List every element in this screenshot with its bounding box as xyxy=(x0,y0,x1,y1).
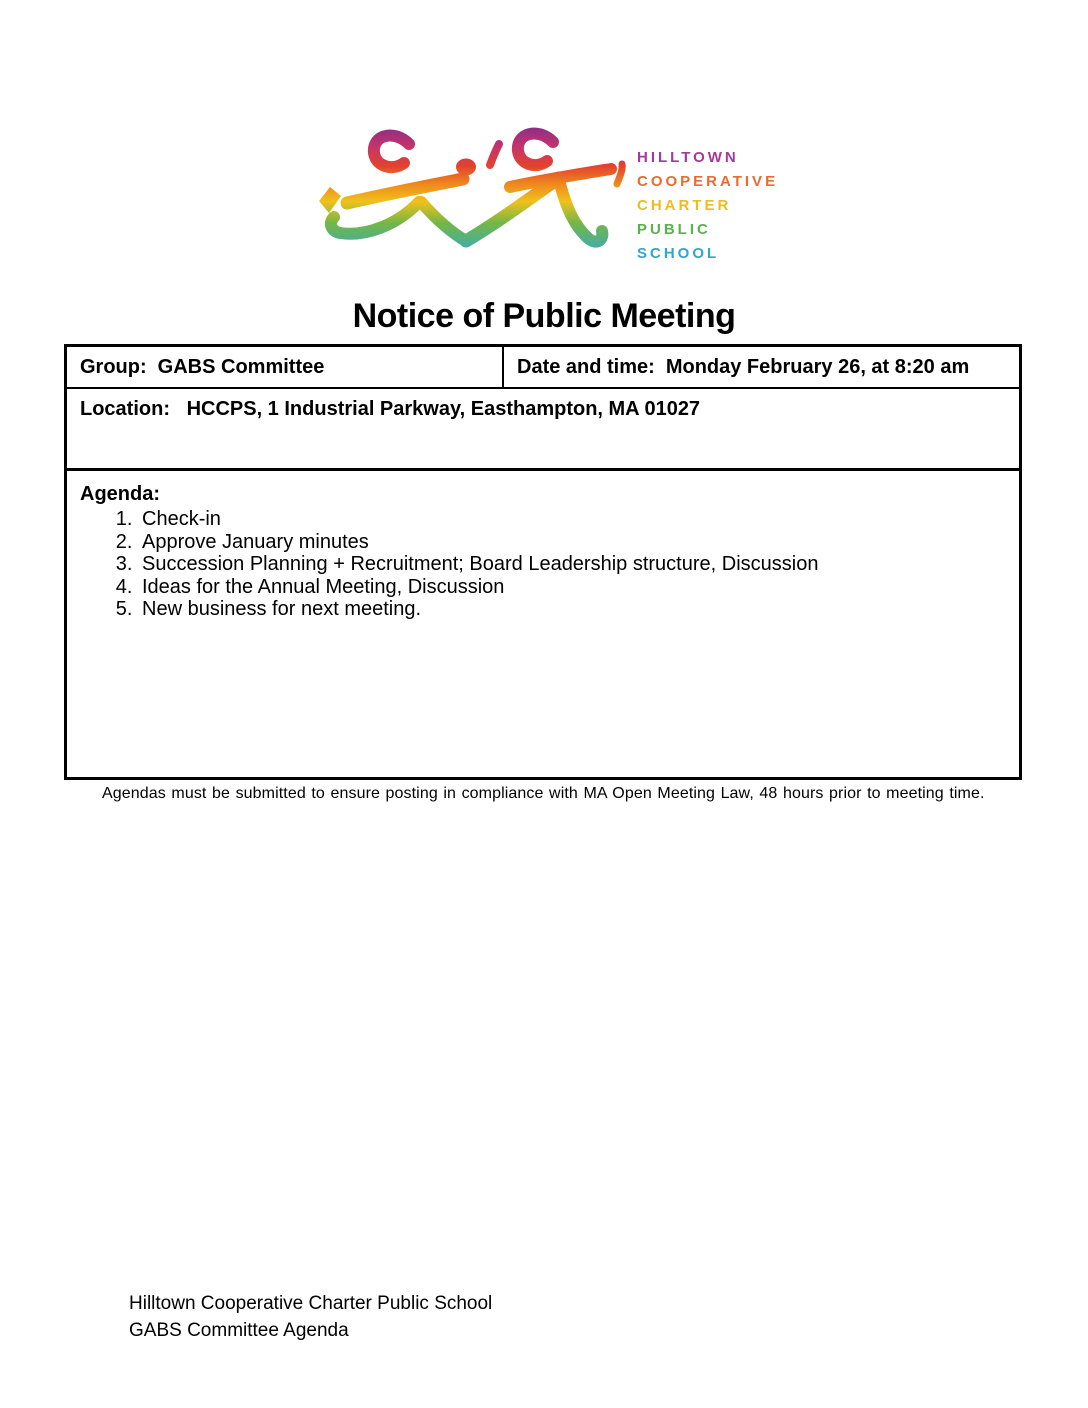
logo-line-school: SCHOOL xyxy=(637,245,720,262)
logo-line-public: PUBLIC xyxy=(637,221,711,238)
agenda-item: 1. Check-in xyxy=(138,508,1006,531)
logo-line-hilltown: HILLTOWN xyxy=(637,149,739,166)
location-value: HCCPS, 1 Industrial Parkway, Easthampton, MA 01027 xyxy=(186,398,701,420)
meeting-info-table xyxy=(64,344,1022,780)
agenda-label: Agenda: xyxy=(80,483,160,505)
agenda-item: 5. New business for next meeting. xyxy=(138,598,1006,621)
page-title: Notice of Public Meeting xyxy=(352,297,736,335)
agenda-cell xyxy=(67,471,1019,777)
right-figure-foot-stroke xyxy=(559,180,602,242)
date-time-value: Monday February 26, at 8:20 am xyxy=(665,355,970,378)
left-diamond-shape xyxy=(319,187,341,213)
left-figure-head-stroke xyxy=(374,135,409,167)
left-figure-leg2-stroke xyxy=(421,202,466,241)
footer-school-name: Hilltown Cooperative Charter Public School xyxy=(129,1293,493,1314)
middle-accent-stroke xyxy=(490,144,499,165)
group-label: Group: xyxy=(80,355,147,378)
location-label: Location: xyxy=(80,398,170,420)
table-row-group-date xyxy=(67,347,1019,389)
agenda-item: 3. Succession Planning + Recruitment; Board Leadership structure, Discussion xyxy=(138,553,1006,576)
group-cell xyxy=(67,347,504,387)
group-value: GABS Committee xyxy=(157,355,325,378)
school-logo-figures-icon xyxy=(306,123,636,273)
right-accent-stroke xyxy=(617,164,622,184)
logo-line-charter: CHARTER xyxy=(637,197,732,214)
logo-line-cooperative: COOPERATIVE xyxy=(637,173,779,190)
footer-doc-name: GABS Committee Agenda xyxy=(129,1320,349,1341)
left-figure-arm-stroke xyxy=(347,179,463,203)
agenda-item: 2. Approve January minutes xyxy=(138,531,1006,554)
center-dot-shape xyxy=(456,159,476,176)
school-logo-wordmark xyxy=(637,146,778,266)
right-figure-head-stroke xyxy=(518,133,553,165)
agenda-item: 4. Ideas for the Annual Meeting, Discussion xyxy=(138,576,1006,599)
date-time-cell xyxy=(504,347,1019,387)
location-cell xyxy=(67,389,1019,471)
document-footer xyxy=(129,1290,492,1344)
date-time-label: Date and time: xyxy=(517,355,655,378)
posting-compliance-note: Agendas must be submitted to ensure posting in compliance with MA Open Meeting Law, 48 hours prior to meeting time. xyxy=(102,785,985,802)
agenda-list xyxy=(80,508,1006,621)
